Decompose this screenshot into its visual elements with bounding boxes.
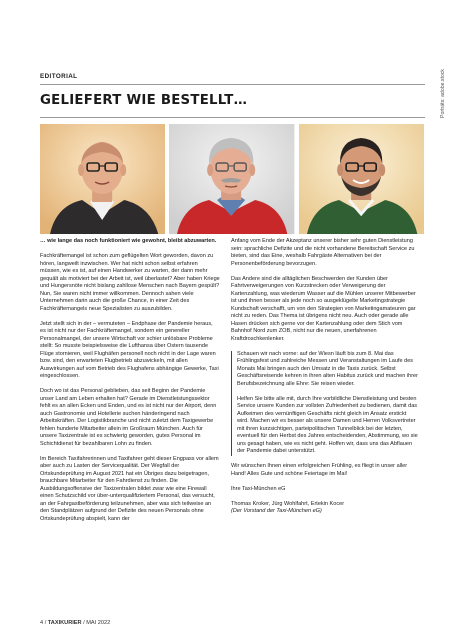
issue-date: MAI 2022 <box>86 620 111 626</box>
body-paragraph: Fachkräftemangel ist schon zum geflügelten Wort geworden, davon zu hören, langweilt inzwischen. Wer hat nicht schon selbst erfahren müssen, wie es ist, auf einen Handwerker zu warten, der dann mehr gequält als motiviert bei der Arbeit ist, weil überlastet? Aber haben Kriege und Hungersnöte nicht bislang zahllose Menschen nach Bayern gespült? Nun, Sie waren nicht immer willkommen. Dennoch sahen viele Unternehmen darin auch die große Chance, in einer Zeit des Fachkräftemangels neue Spezialisten zu auszubilden. <box>40 253 220 312</box>
body-paragraph: Im Bereich Taxifahrerinnen und Taxifahrer geht dieser Engpass vor allem aber auch zu Lasten der Servicequalität. Der Wegfall der Ortskundeprüfung im August 2021 hat ein Übriges dazu beigetragen, brauchbare Mitarbeiter für den Fahrdienst zu finden. Die Ausbildungsoffensive der Taxizentralen bildet zwar wie eine Firewall einen Schutzschild vor über-unterqualifiziertem Personal, das versucht, an der Fahrgastbeförderung teilzunehmen, aber was sich teilweise an den Standplätzen aufgrund der Defizite des neuen Personals ohne Ortskundeprüfung abspielt, kann der <box>40 455 219 522</box>
body-paragraph: Doch wo ist das Personal geblieben, das seit Beginn der Pandemie unser Land am Leben erhalten hat? Gerade im Dienstleistungssektor fehlt es an allen Ecken und Enden, und es ist nicht nur der Airport, denn auch Gastronomie und Hotellerie suchen händeringend nach Arbeitskräften. Der Logistikbranche und nicht zuletzt dem Taxigewerbe fehlen hunderte Mitarbeiter allein im Großraum München. Auch für unsere Taxizentrale ist es schwierig geworden, gutes Personal im Schichtdienst für bezahlbaren Lohn zu finden. <box>40 388 217 447</box>
portrait-man-bald-glasses-icon <box>40 124 165 234</box>
body-paragraph: Anfang vom Ende der Akzeptanz unserer bisher sehr guten Dienstleistung sein: sprachliche Defizite und die nicht vorhandene Bereitschaft Service zu bieten, sind das Eine, weshalb Fahrgäste Alternativen bei der Personenbeförderung bevorzugen. <box>231 238 415 267</box>
portrait-man-grey-hair-mustache-icon <box>169 124 294 234</box>
signature-role: (Der Vorstand der Taxi-München eG) <box>231 508 322 514</box>
signature-block <box>231 486 419 516</box>
page-number: 4 <box>40 620 44 626</box>
portrait-photo-2 <box>169 124 294 234</box>
portrait-strip <box>40 124 424 234</box>
portrait-photo-1 <box>40 124 165 234</box>
signature-org: Ihre Taxi-München eG <box>231 485 286 492</box>
highlight-paragraph: Schauen wir nach vorne: auf der Wiesn läuft bis zum 8. Mai das Frühlingsfest und zahlreiche Messen und Veranstaltungen im Laufe des Monats Mai bringen auch den Umsatz in die Taxis zurück. Selbst Geschäftsreisende kehren in ihren alten Habitus zurück und machen ihrer Berufsbezeichnung alle Ehre: Sie reisen wieder. <box>237 350 418 387</box>
page-title: GELIEFERT WIE BESTELLT… <box>40 93 248 108</box>
footer-separator: / <box>83 620 87 626</box>
magazine-name: TAXIKURIER <box>47 620 82 626</box>
highlight-paragraph: Helfen Sie bitte alle mit, durch Ihre vorbildliche Dienstleistung und besten Service unsere Kunden zur vollsten Zufriedenheit zu bedienen, damit das Aufkeimen des vernünftigen Geschäfts nicht gleich im Ansatz erstickt wird. Machen wir es besser als unsere Damen und Herren Volksvertreter mit ihren kurzsichtigen, parteipolitischen Tunnelblick bei der letzten, eventuell für den Herbst des Jahres entscheidenden, Abstimmung, wo sie uns gesagt haben, wie es nicht geht. Hoffen wir, dass uns das Abflauen der Pandemie dabei unterstützt. <box>237 395 418 454</box>
right-column <box>231 238 419 516</box>
portrait-photo-3 <box>299 124 424 234</box>
left-column <box>40 238 220 531</box>
title-divider <box>40 117 425 118</box>
page-footer <box>40 620 110 626</box>
lead-paragraph: … wie lange das noch funktioniert wie gewohnt, bleibt abzuwarten. <box>40 238 217 244</box>
top-divider <box>40 84 425 85</box>
closing-paragraph: Wir wünschen Ihnen einen erfolgreichen Frühling, es fliegt in unser aller Hand! Alles Gute und schöne Feiertage im Mai! <box>231 463 408 477</box>
highlight-block <box>231 351 419 456</box>
signature-names: Thomas Kroker, Jürg Wohlfahrt, Ertekin Kocer <box>231 500 345 507</box>
body-paragraph: Das Andere sind die alltäglichen Beschwerden der Kunden über Fahrtverweigerungen von Kurzstrecken oder Verweigerung der Kartenzahlung, was wiederum Wasser auf die Mühlen unserer Mitbewerber ist und ihnen besser als jede noch so ausgeklügelte Marketingstrategie Kundschaft verschafft, um von den Strategien von Marketingamateuren gar nicht zu reden. Das Thema ist übrigens nicht neu. Auch oder gerade alle Hasen drücken sich gerne vor der Kartenzahlung oder dem Stich vom Bahnhof Nord zum ZOB, nicht nur die neuen, unerfahrenen Kraftdroschkenlenker. <box>231 275 416 342</box>
footer-separator: / <box>44 620 48 626</box>
portrait-man-beard-glasses-icon <box>299 124 424 234</box>
body-paragraph: Jetzt stellt sich in der – vermuteten – Endphase der Pandemie heraus, es ist nicht nur der Fachkräftemangel, sondern ein genereller Personalmangel, der unsere Wirtschaft vor schier unlösbare Probleme stellt: So musste beispielsweise die Lufthansa über Ostern tausende Flüge stornieren, weil Flughäfen personell noch nicht in der Lage waren bzw. sind, den erwarteten Flugbetrieb abzuwickeln, mit allen Auswirkungen auf vom Betrieb des Flughafens abhängige Gewerke, Taxi eingeschlossen. <box>40 320 219 379</box>
photo-credit: Porträts: adobe.stock <box>440 68 446 118</box>
section-label: EDITORIAL <box>40 73 78 80</box>
